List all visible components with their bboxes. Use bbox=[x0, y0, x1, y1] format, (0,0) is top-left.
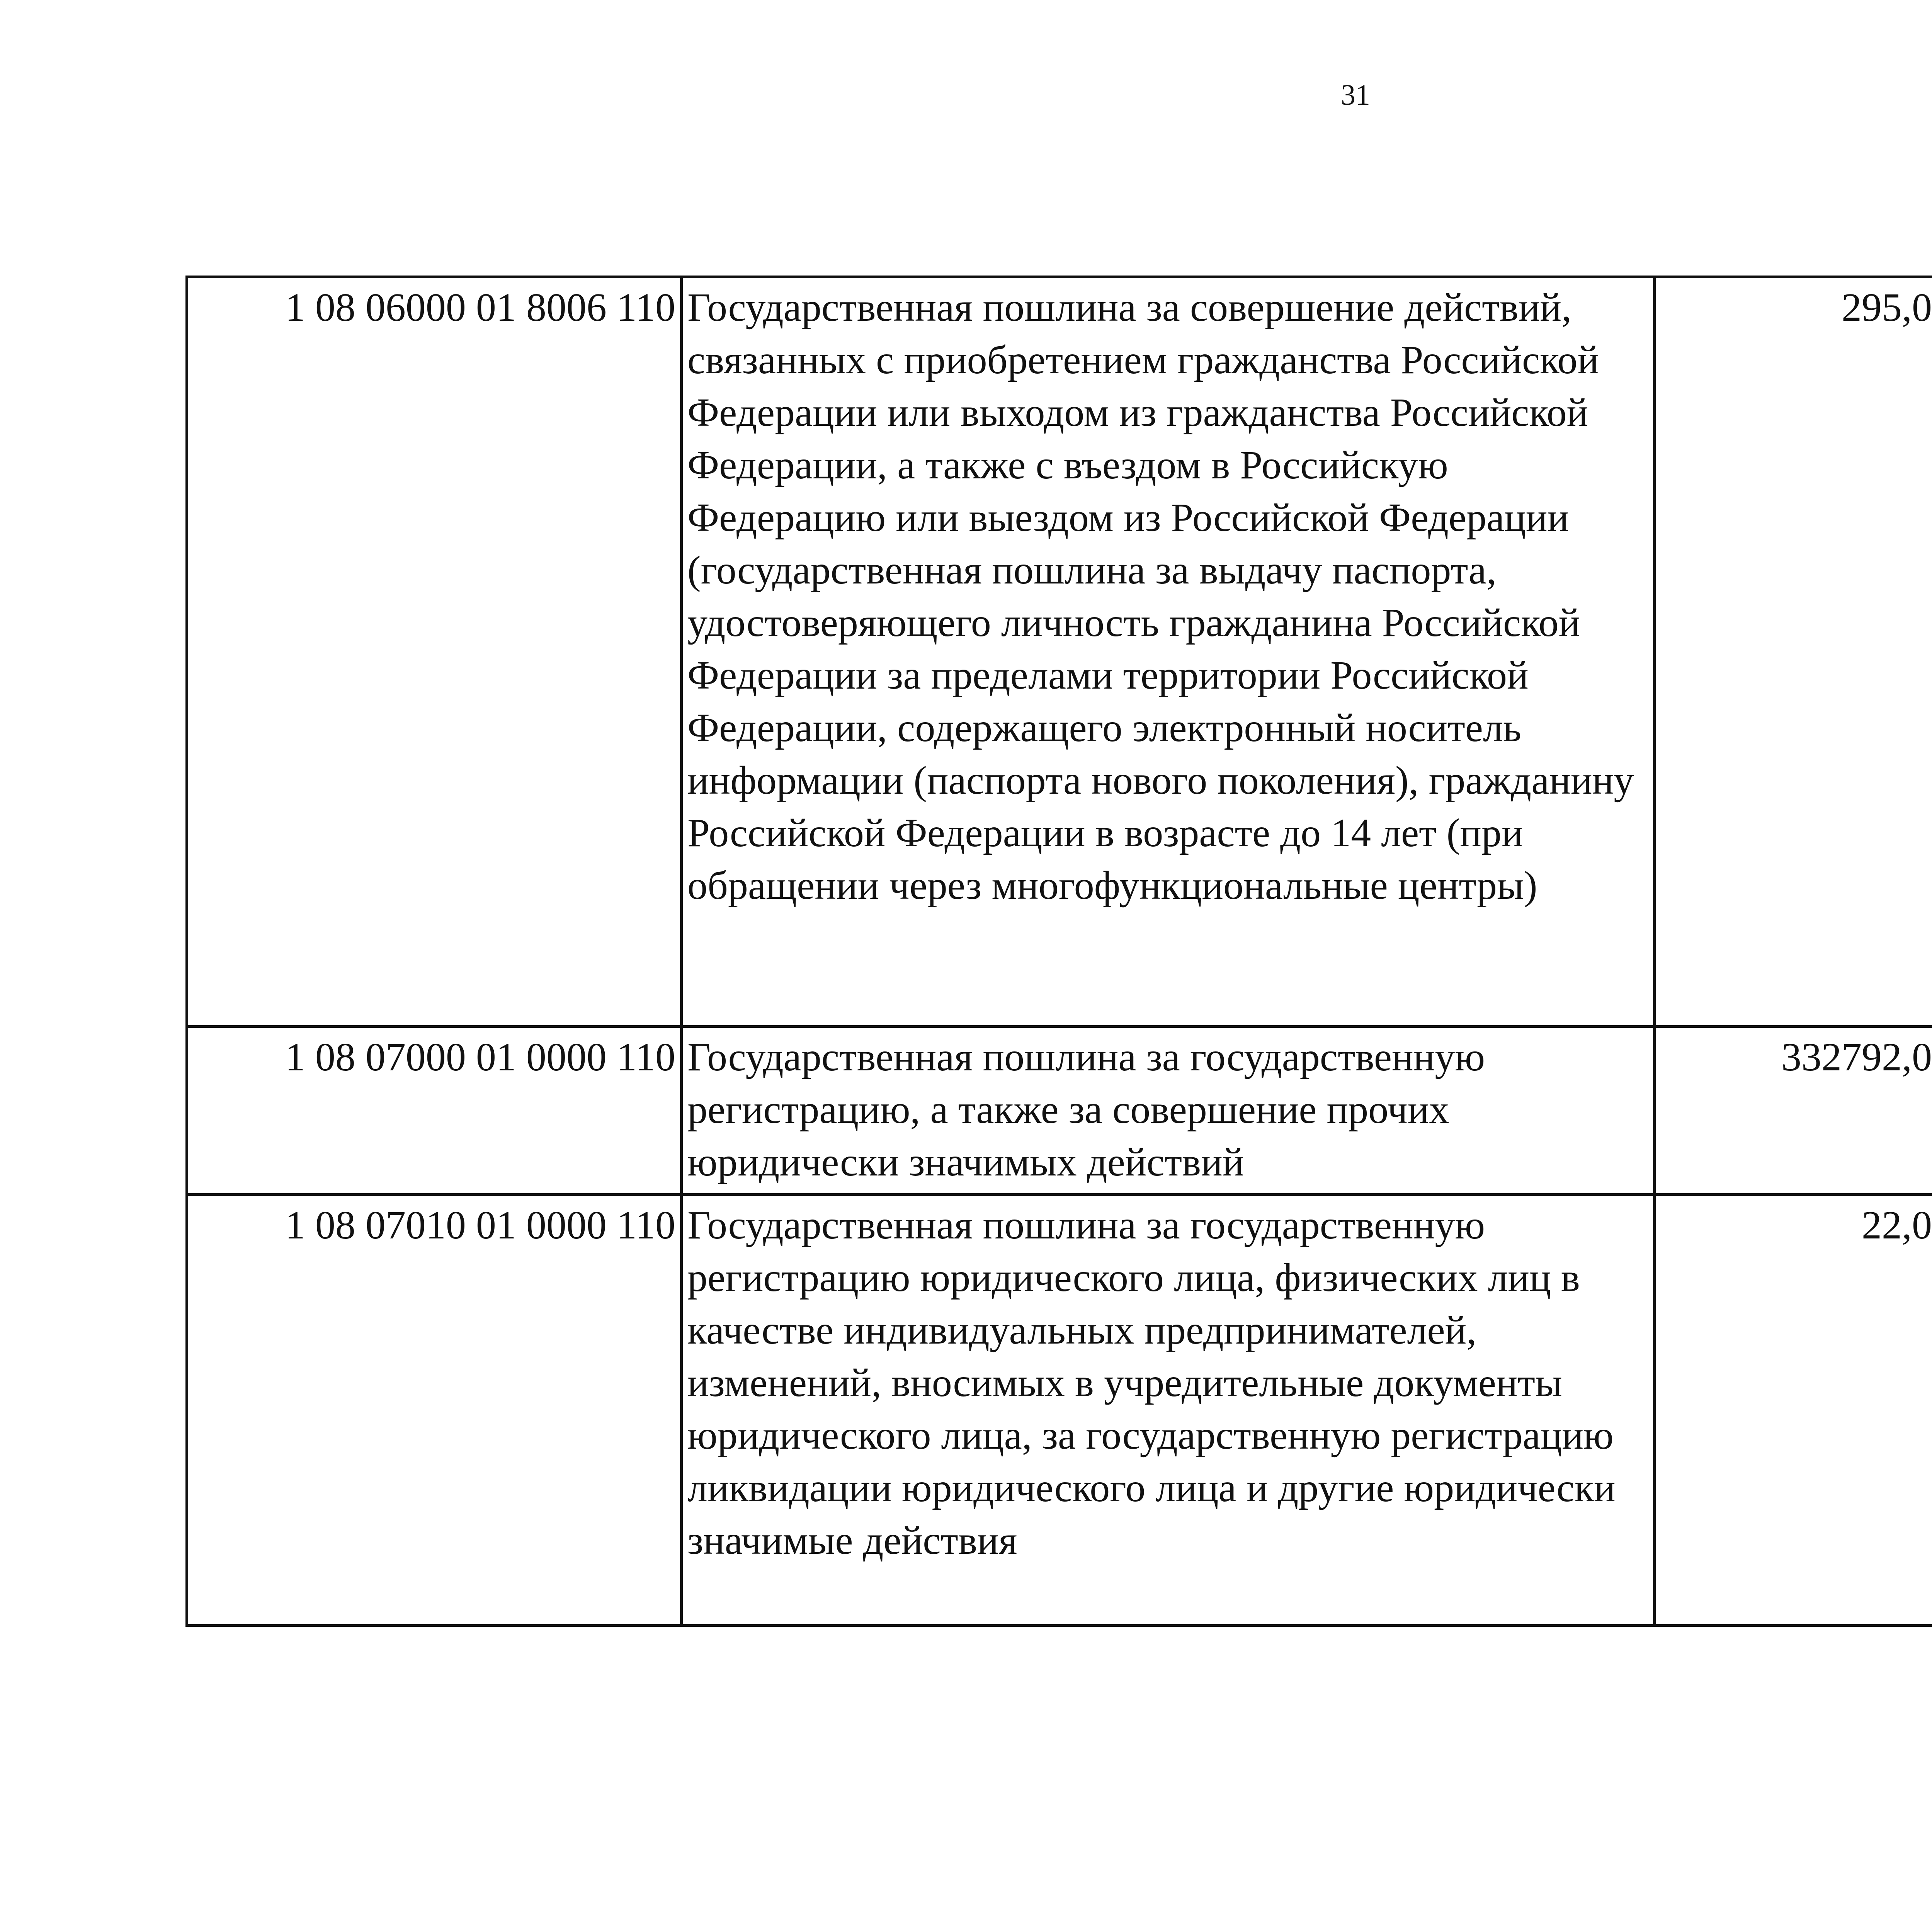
table-row bbox=[187, 1195, 1932, 1626]
table-row bbox=[187, 277, 1932, 1027]
description-cell: Государственная пошлина за государственную регистрацию, а также за совершение прочих юридически значимых действий bbox=[682, 1027, 1655, 1195]
page-number: 31 bbox=[1341, 79, 1370, 111]
table-row bbox=[187, 1027, 1932, 1195]
description-cell: Государственная пошлина за совершение действий, связанных с приобретением гражданства Российской Федерации или выходом из гражданства Российской Федерации, а также с въездом в Российскую Федерацию или выездом из Российской Федерации (государственная пошлина за выдачу паспорта, удостоверяющего личность гражданина Российской Федерации за пределами территории Российской Федерации, содержащего электронный носитель информации (паспорта нового поколения), гражданину Российской Федерации в возрасте до 14 лет (при обращении через многофункциональные центры) bbox=[682, 277, 1655, 1027]
budget-code-cell: 1 08 07010 01 0000 110 bbox=[187, 1195, 682, 1626]
amount-cell-year-1: 295,0 bbox=[1655, 277, 1932, 1027]
revenue-table bbox=[185, 276, 1932, 1627]
budget-code-cell: 1 08 06000 01 8006 110 bbox=[187, 277, 682, 1027]
amount-cell-year-1: 22,0 bbox=[1655, 1195, 1932, 1626]
budget-code-cell: 1 08 07000 01 0000 110 bbox=[187, 1027, 682, 1195]
description-cell: Государственная пошлина за государственную регистрацию юридического лица, физических лиц в качестве индивидуальных предпринимателей, изменений, вносимых в учредительные документы юридического лица, за государственную регистрацию ликвидации юридического лица и другие юридически значимые действия bbox=[682, 1195, 1655, 1626]
amount-cell-year-1: 332792,0 bbox=[1655, 1027, 1932, 1195]
